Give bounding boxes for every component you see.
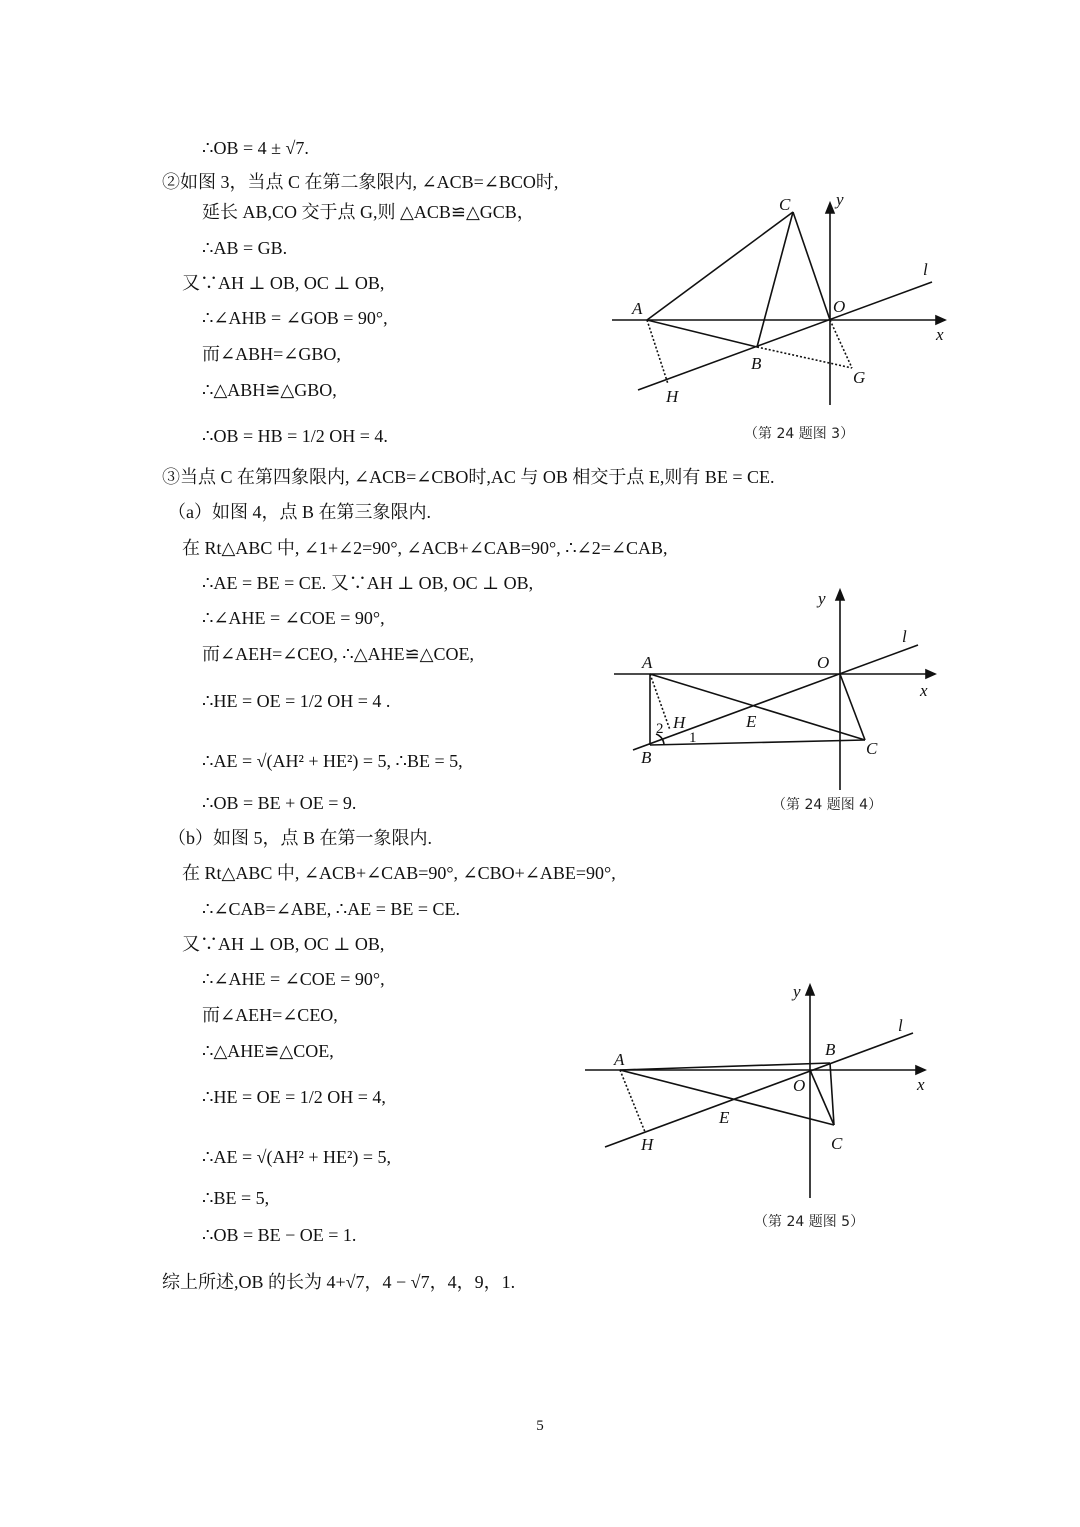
line-08: ∴△ABH≌△GBO, [202, 380, 337, 400]
fig5-x-arrow [916, 1066, 925, 1074]
fig4-label-l: l [902, 627, 907, 646]
line-07: 而∠ABH=∠GBO, [202, 344, 341, 364]
fig4-label-H: H [673, 713, 686, 732]
fig3-label-O: O [833, 297, 846, 316]
line-13: ∴AE = BE = CE. 又∵AH ⊥ OB, OC ⊥ OB, [202, 573, 534, 593]
figure-4-caption: （第 24 题图 4） [772, 797, 883, 813]
fig5-segment-AB [620, 1063, 830, 1070]
fig5-label-E: E [719, 1108, 730, 1127]
line-24: 而∠AEH=∠CEO, [202, 1005, 338, 1025]
line-25: ∴△AHE≌△COE, [202, 1041, 334, 1061]
fig4-label-C: C [866, 739, 878, 758]
fig3-label-C: C [779, 195, 791, 214]
fig3-label-A: A [632, 299, 643, 318]
fig5-segment-AH [620, 1070, 645, 1132]
page-number: 5 [536, 1418, 544, 1434]
line-29: ∴OB = BE − OE = 1. [202, 1225, 357, 1245]
line-06: ∴∠AHB = ∠GOB = 90°, [202, 308, 388, 328]
line-12: 在 Rt△ABC 中, ∠1+∠2=90°, ∠ACB+∠CAB=90°, ∴∠2=∠CAB, [182, 538, 668, 558]
line-28: ∴BE = 5, [202, 1188, 270, 1208]
fig5-label-x: x [917, 1075, 925, 1094]
line-15: 而∠AEH=∠CEO, ∴△AHE≌△COE, [202, 644, 475, 664]
figure-5-caption: （第 24 题图 5） [754, 1214, 865, 1230]
fig3-label-G: G [853, 368, 866, 387]
fig3-label-B: B [751, 354, 762, 373]
line-22: 又∵AH ⊥ OB, OC ⊥ OB, [182, 934, 385, 954]
line-17: ∴AE = √(AH² + HE²) = 5, ∴BE = 5, [202, 751, 463, 771]
fig5-label-O: O [793, 1076, 806, 1095]
line-21: ∴∠CAB=∠ABE, ∴AE = BE = CE. [202, 899, 461, 919]
figure-3-caption: （第 24 题图 3） [744, 426, 855, 442]
line-14: ∴∠AHE = ∠COE = 90°, [202, 608, 385, 628]
fig5-line-l [605, 1033, 913, 1147]
fig5-label-C: C [831, 1134, 843, 1153]
fig4-label-E: E [746, 712, 757, 731]
fig4-label-x: x [920, 681, 928, 700]
line-16: ∴HE = OE = 1/2 OH = 4 . [202, 691, 391, 711]
line-04: ∴AB = GB. [202, 238, 288, 258]
line-26: ∴HE = OE = 1/2 OH = 4, [202, 1087, 386, 1107]
line-03: 延长 AB,CO 交于点 G,则 △ACB≌△GCB， [202, 202, 535, 222]
fig5-label-A: A [614, 1050, 625, 1069]
fig4-angle-2: 2 [656, 721, 664, 737]
fig4-label-A: A [642, 653, 653, 672]
fig5-label-y: y [793, 982, 801, 1001]
line-18: ∴OB = BE + OE = 9. [202, 793, 357, 813]
fig5-label-H: H [641, 1135, 654, 1154]
fig3-label-H: H [666, 387, 679, 406]
line-27: ∴AE = √(AH² + HE²) = 5, [202, 1147, 392, 1167]
fig3-label-y: y [836, 190, 844, 209]
line-01: ∴OB = 4 ± √7. [202, 138, 309, 158]
fig5-label-B: B [825, 1040, 836, 1059]
fig5-y-arrow [806, 985, 814, 995]
fig3-label-x: x [936, 325, 944, 344]
line-30: 综上所述,OB 的长为 4+√7，4 − √7，4，9，1. [162, 1272, 516, 1292]
line-23: ∴∠AHE = ∠COE = 90°, [202, 969, 385, 989]
line-10: ③当点 C 在第四象限内, ∠ACB=∠CBO时,AC 与 OB 相交于点 E,则有 BE = CE. [162, 467, 775, 487]
line-05: 又∵AH ⊥ OB, OC ⊥ OB, [182, 273, 385, 293]
fig3-label-l: l [923, 260, 928, 279]
line-19: （b）如图 5，点 B 在第一象限内. [168, 828, 433, 848]
fig4-label-B: B [641, 748, 652, 767]
line-20: 在 Rt△ABC 中, ∠ACB+∠CAB=90°, ∠CBO+∠ABE=90°, [182, 863, 616, 883]
line-02: ②如图 3，当点 C 在第二象限内, ∠ACB=∠BCO时, [162, 172, 559, 192]
fig5-label-l: l [898, 1016, 903, 1035]
fig4-label-O: O [817, 653, 830, 672]
line-09: ∴OB = HB = 1/2 OH = 4. [202, 426, 388, 446]
line-11: （a）如图 4，点 B 在第三象限内. [168, 502, 431, 522]
fig4-angle-1: 1 [689, 730, 697, 746]
fig4-label-y: y [818, 589, 826, 608]
